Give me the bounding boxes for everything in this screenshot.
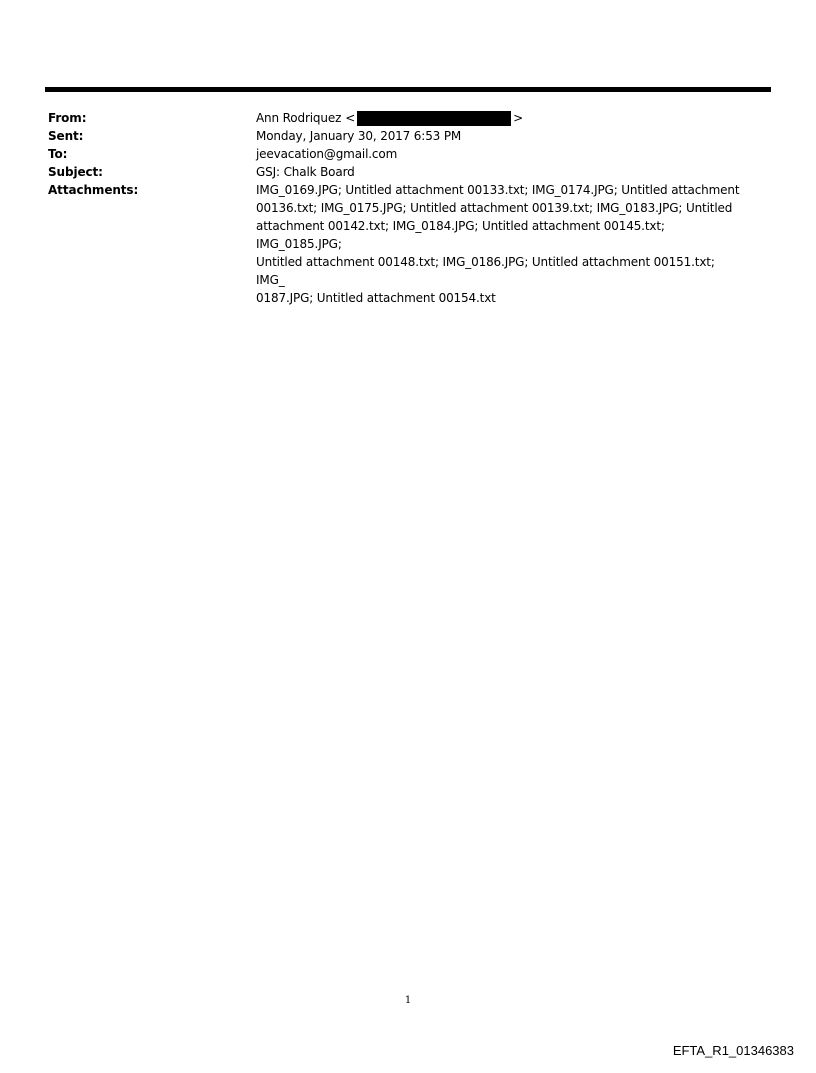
attachments-line: Untitled attachment 00148.txt; IMG_0186.JPG; Untitled attachment 00151.txt; IMG_ — [256, 255, 715, 287]
attachments-line: IMG_0169.JPG; Untitled attachment 00133.txt; IMG_0174.JPG; Untitled attachment — [256, 183, 740, 197]
to-row — [48, 145, 748, 163]
attachments-row — [48, 181, 748, 307]
sender-bracket-open: < — [345, 111, 356, 125]
sent-label: Sent: — [48, 129, 84, 143]
attachments-line: 0187.JPG; Untitled attachment 00154.txt — [256, 291, 496, 305]
attachments-value — [256, 181, 746, 307]
from-label: From: — [48, 111, 87, 125]
subject-value: GSJ: Chalk Board — [256, 165, 355, 179]
attachments-line: attachment 00142.txt; IMG_0184.JPG; Untitled attachment 00145.txt; IMG_0185.JPG; — [256, 219, 665, 251]
bates-number: EFTA_R1_01346383 — [672, 1043, 794, 1058]
attachments-label: Attachments: — [48, 183, 139, 197]
subject-label: Subject: — [48, 165, 103, 179]
from-value — [256, 109, 746, 127]
sent-row — [48, 127, 748, 145]
header-rule — [45, 87, 771, 92]
email-header — [48, 109, 748, 307]
to-label: To: — [48, 147, 68, 161]
redaction-block — [357, 111, 511, 126]
page-number: 1 — [404, 995, 412, 1006]
to-value: jeevacation@gmail.com — [256, 147, 398, 161]
sender-bracket-close: > — [513, 111, 524, 125]
attachments-line: 00136.txt; IMG_0175.JPG; Untitled attachment 00139.txt; IMG_0183.JPG; Untitled — [256, 201, 733, 215]
from-row — [48, 109, 748, 127]
sender-name: Ann Rodriquez — [256, 111, 342, 125]
sent-value: Monday, January 30, 2017 6:53 PM — [256, 129, 462, 143]
subject-row — [48, 163, 748, 181]
